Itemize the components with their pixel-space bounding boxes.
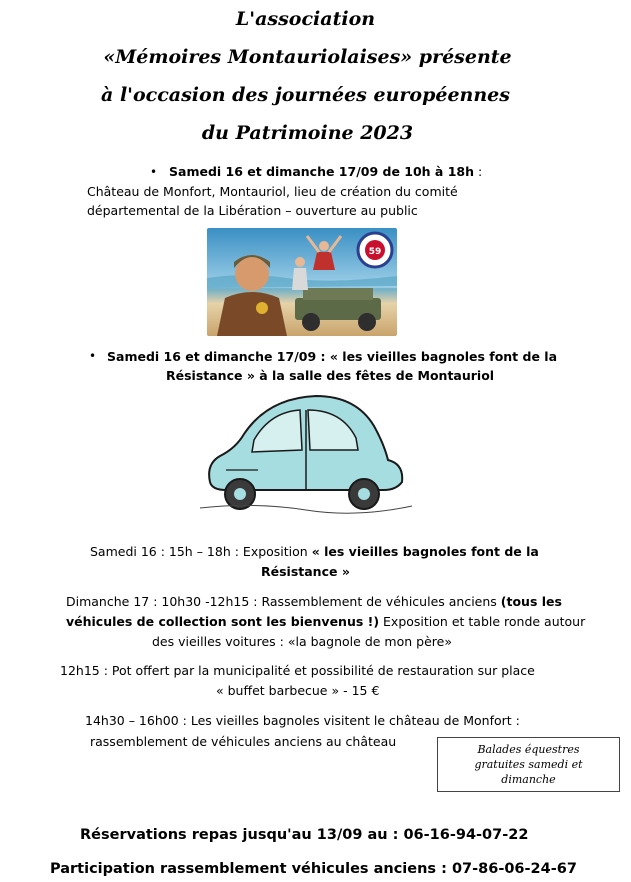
note-line-3: dimanche bbox=[501, 773, 556, 786]
sunday-suffix: Exposition et table ronde autour bbox=[379, 614, 586, 629]
program-afternoon-line2: rassemblement de véhicules anciens au château bbox=[90, 734, 397, 749]
event1-dates-suffix: : bbox=[474, 164, 483, 179]
event1-dates-line bbox=[169, 166, 482, 179]
event2-line2: Résistance » à la salle des fêtes de Montauriol bbox=[166, 368, 495, 383]
event1-poster-image bbox=[207, 228, 397, 336]
event1-description: départemental de la Libération – ouverture au public bbox=[87, 203, 418, 218]
footer-reservation: Réservations repas jusqu'au 13/09 au : 06-16-94-07-22 bbox=[80, 827, 529, 843]
sunday-bold-1: (tous les bbox=[500, 594, 562, 609]
car-drawing-image bbox=[196, 390, 416, 520]
program-afternoon-line1: 14h30 – 16h00 : Les vieilles bagnoles visitent le château de Monfort : bbox=[85, 713, 520, 728]
sunday-prefix: Dimanche 17 : 10h30 -12h15 : Rassemblement de véhicules anciens bbox=[66, 594, 501, 609]
header-line-2: «Mémoires Montauriolaises» présente bbox=[103, 46, 512, 68]
header-line-4: du Patrimoine 2023 bbox=[201, 122, 414, 144]
program-saturday-line2: Résistance » bbox=[261, 564, 350, 579]
header-line-3: à l'occasion des journées européennes bbox=[101, 84, 510, 106]
sunday-bold-2: véhicules de collection sont les bienvenus !) bbox=[66, 614, 380, 629]
footer-participation: Participation rassemblement véhicules anciens : 07-86-06-24-67 bbox=[50, 861, 577, 877]
event1-dates: Samedi 16 et dimanche 17/09 de 10h à 18h bbox=[169, 164, 475, 179]
program-sunday-line1 bbox=[66, 596, 562, 609]
saturday-prefix: Samedi 16 : 15h – 18h : Exposition bbox=[90, 544, 312, 559]
program-noon-line2: « buffet barbecue » - 15 € bbox=[216, 683, 380, 698]
bullet-icon: • bbox=[150, 165, 158, 179]
header-line-1: L'association bbox=[235, 8, 376, 30]
event1-location: Château de Monfort, Montauriol, lieu de création du comité bbox=[87, 184, 458, 199]
program-sunday-line3: des vieilles voitures : «la bagnole de mon père» bbox=[152, 634, 452, 649]
program-noon-line1: 12h15 : Pot offert par la municipalité et possibilité de restauration sur place bbox=[60, 663, 535, 678]
program-sunday-line2 bbox=[66, 616, 585, 629]
note-line-2: gratuites samedi et bbox=[474, 758, 583, 771]
note-box bbox=[437, 737, 620, 792]
note-line-1: Balades équestres bbox=[477, 743, 580, 756]
event2-line1: Samedi 16 et dimanche 17/09 : « les vieilles bagnoles font de la bbox=[107, 349, 557, 364]
bullet-icon: • bbox=[89, 349, 97, 363]
saturday-title: « les vieilles bagnoles font de la bbox=[311, 544, 539, 559]
program-saturday-line1 bbox=[90, 546, 539, 559]
poster-badge-number: 59 bbox=[368, 247, 382, 257]
